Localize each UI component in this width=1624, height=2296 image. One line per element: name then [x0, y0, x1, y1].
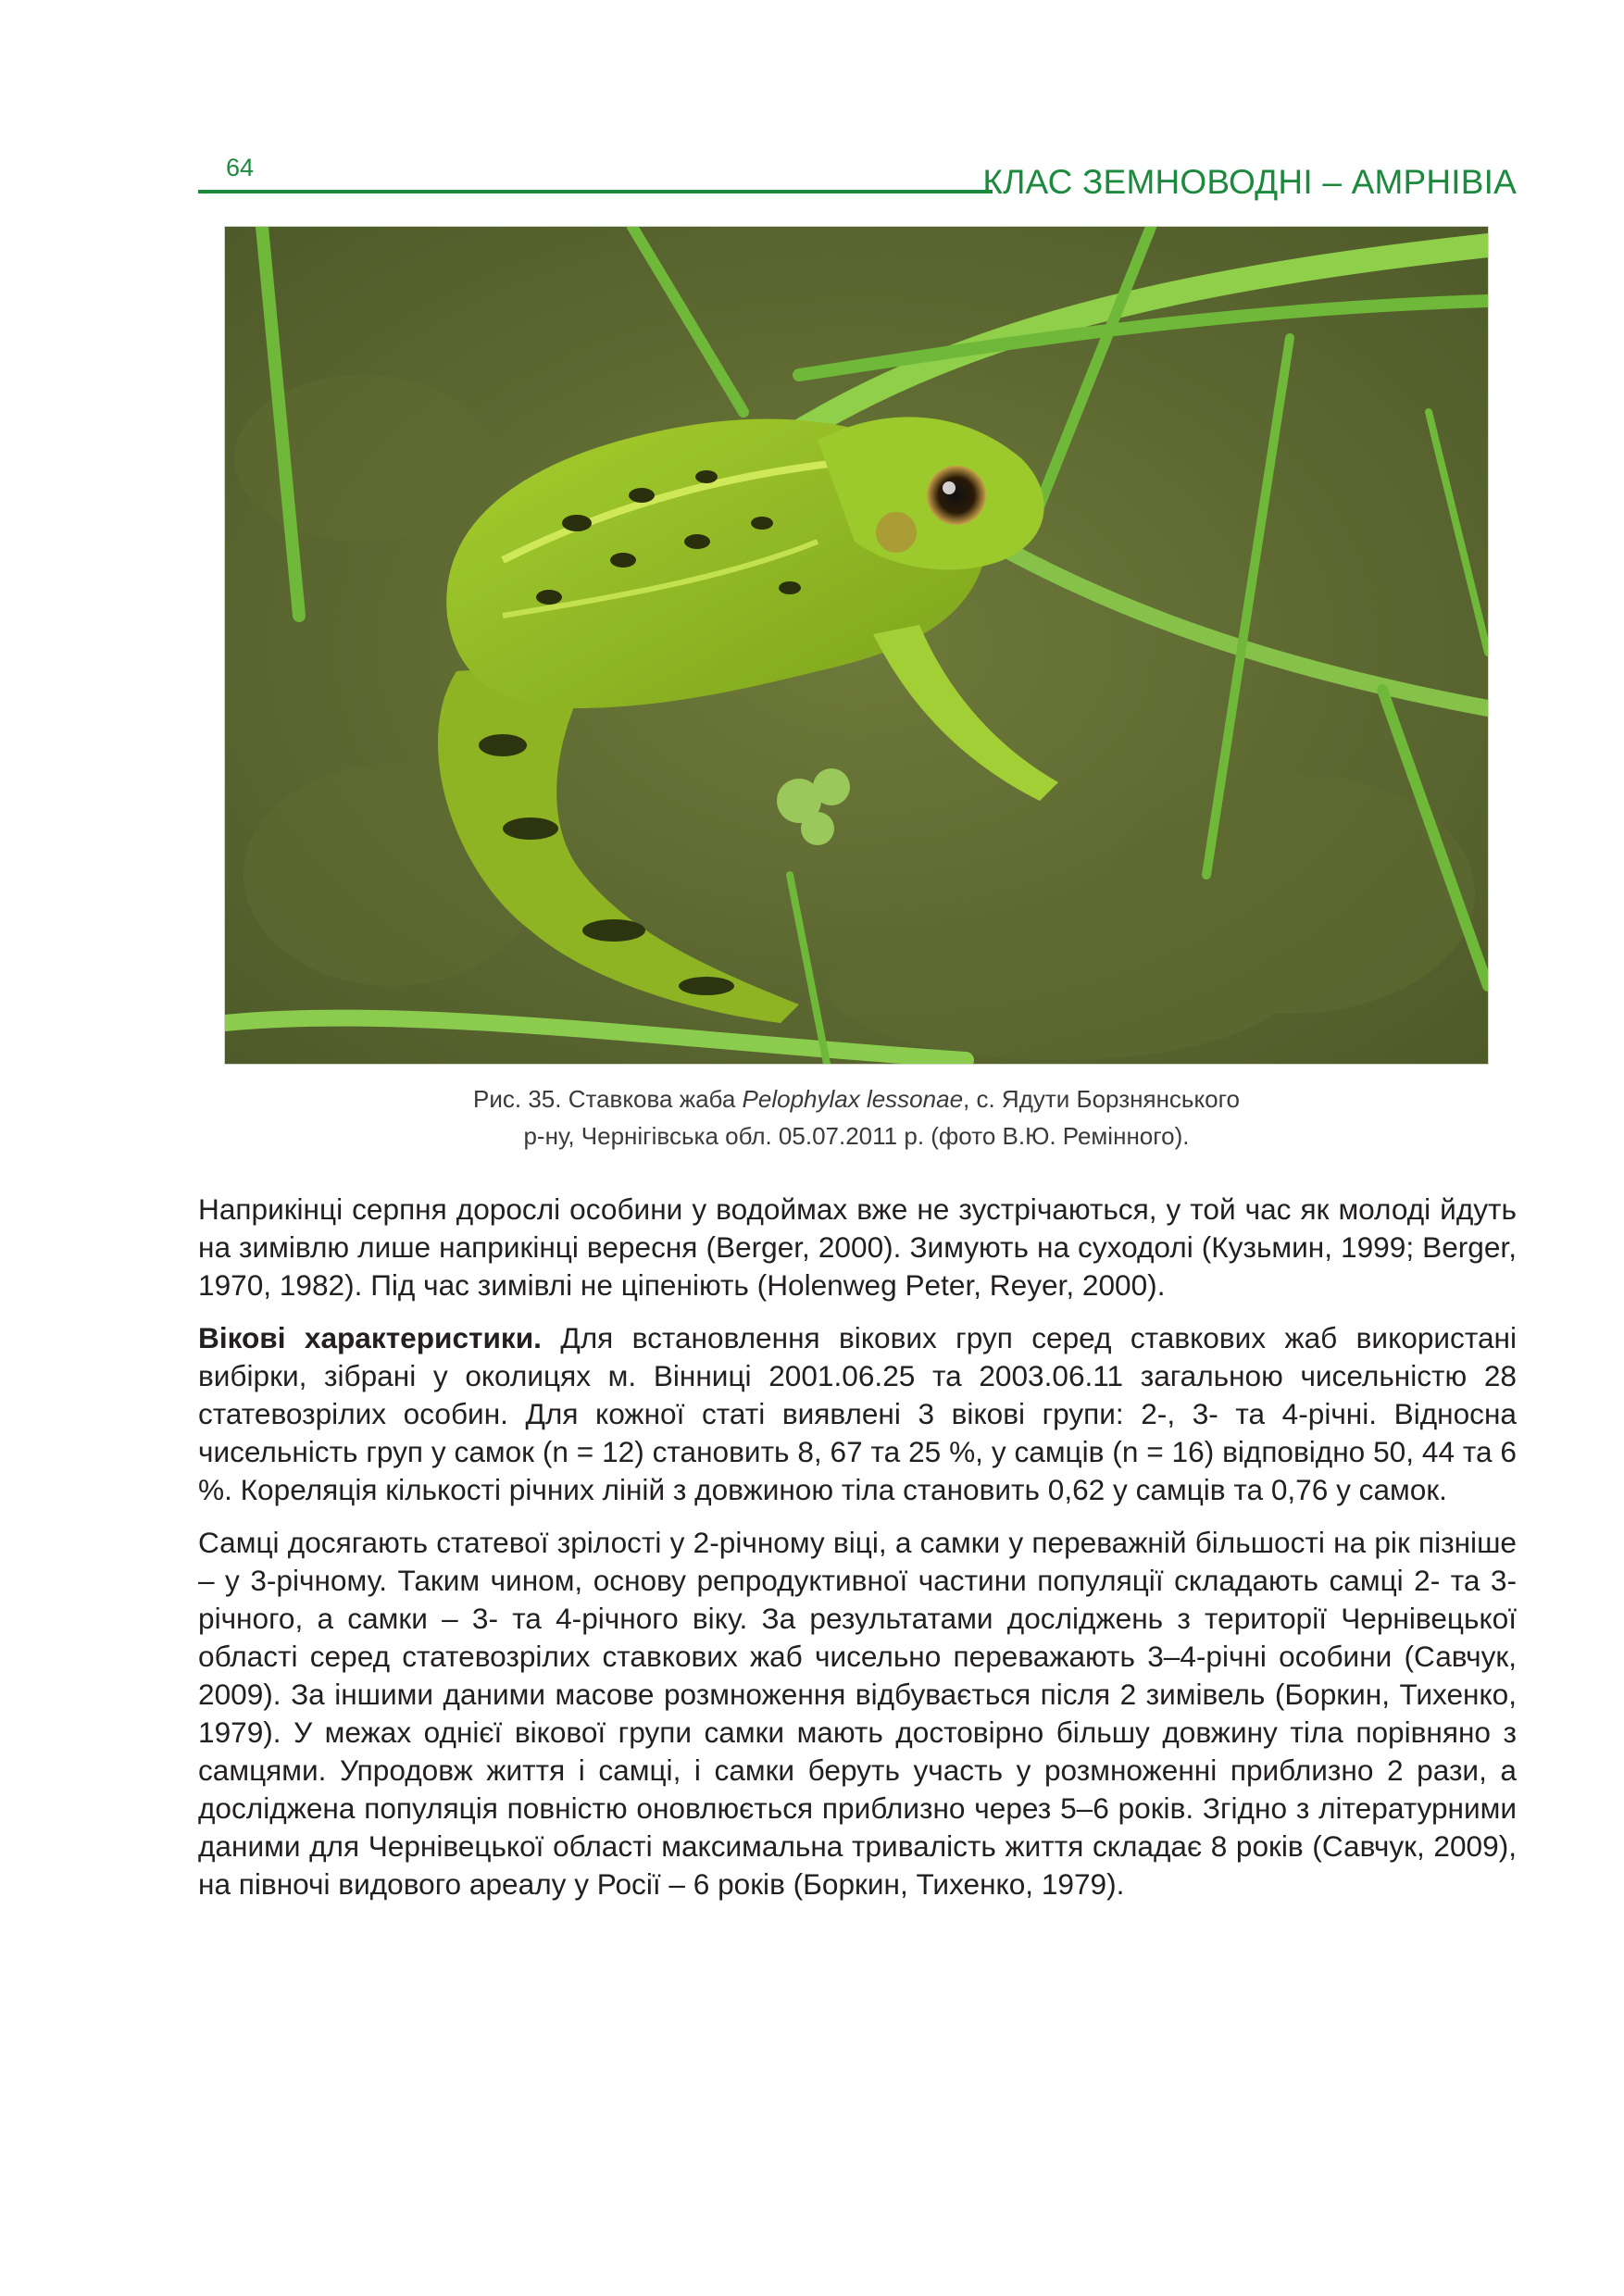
figure-caption — [278, 1080, 1435, 1154]
page-number: 64 — [226, 154, 255, 181]
paragraph-1: Наприкінці серпня дорослі особини у водоймах вже не зустрічаються, у той час як молоді йдуть на зимівлю лише наприкінці вересня (Berger, 2000). Зимують на суходолі (Кузьмин, 1999; Berger, 1970, 1982). Під час зимівлі не ціпеніють (Holenweg Peter, Reyer, 2000). — [198, 1192, 1517, 1302]
caption-species: Pelophylax lessonae — [742, 1085, 964, 1113]
caption-line-2: р-ну, Чернігівська обл. 05.07.2011 р. (фото В.Ю. Ремінного). — [523, 1122, 1190, 1150]
body-text — [198, 1191, 1517, 1918]
caption-prefix: Рис. 35. Ставкова жаба — [473, 1085, 743, 1113]
paragraph-3: Самці досягають статевої зрілості у 2-річному віці, а самки у переважній більшості на рік пізніше – у 3-річному. Таким чином, основу репродуктивної частини популяції складають самці 2- та 3-річного, а самки – 3- та 4-річного віку. За результатами досліджень з території Чернівецької області серед статевозрілих ставкових жаб чисельно переважають 3–4-річні особини (Савчук, 2009). За іншими даними масове розмноження відбувається після 2 зимівель (Боркин, Тихенко, 1979). У межах однієї вікової групи самки мають достовірно більшу довжину тіла порівняно з самцями. Упродовж життя і самці, і самки беруть участь у розмноженні приблизно 2 рази, а досліджена популяція повністю оновлюється приблизно через 5–6 років. Згідно з літературними даними для Чернівецької області максимальна тривалість життя складає 8 років (Савчук, 2009), на півночі видового ареалу у Росії – 6 років (Боркин, Тихенко, 1979). — [198, 1526, 1517, 1901]
paragraph-2 — [198, 1319, 1517, 1509]
paragraph-2-text: Для встановлення вікових груп серед ставкових жаб використані вибірки, зібрані у околицях м. Вінниці 2001.06.25 та 2003.06.11 загальною чисельністю 28 статевозрілих особин. Для кожної статі виявлені 3 вікові групи: 2-, 3- та 4-річні. Відносна чисельність груп у самок (n = 12) становить 8, 67 та 25 %, у самців (n = 16) відповідно 50, 44 та 6 %. Кореляція кількості річних ліній з довжиною тіла становить 0,62 у самців та 0,76 у самок. — [198, 1321, 1517, 1506]
running-title: КЛАС ЗЕМНОВОДНІ – AMPHIBIA — [982, 163, 1517, 201]
caption-line-1 — [278, 1080, 1435, 1117]
caption-rest: , с. Ядути Борзнянського — [963, 1085, 1240, 1113]
header-rule — [198, 190, 993, 193]
paragraph-2-lead: Вікові характеристики. — [198, 1321, 542, 1354]
frog-photo — [224, 226, 1489, 1065]
